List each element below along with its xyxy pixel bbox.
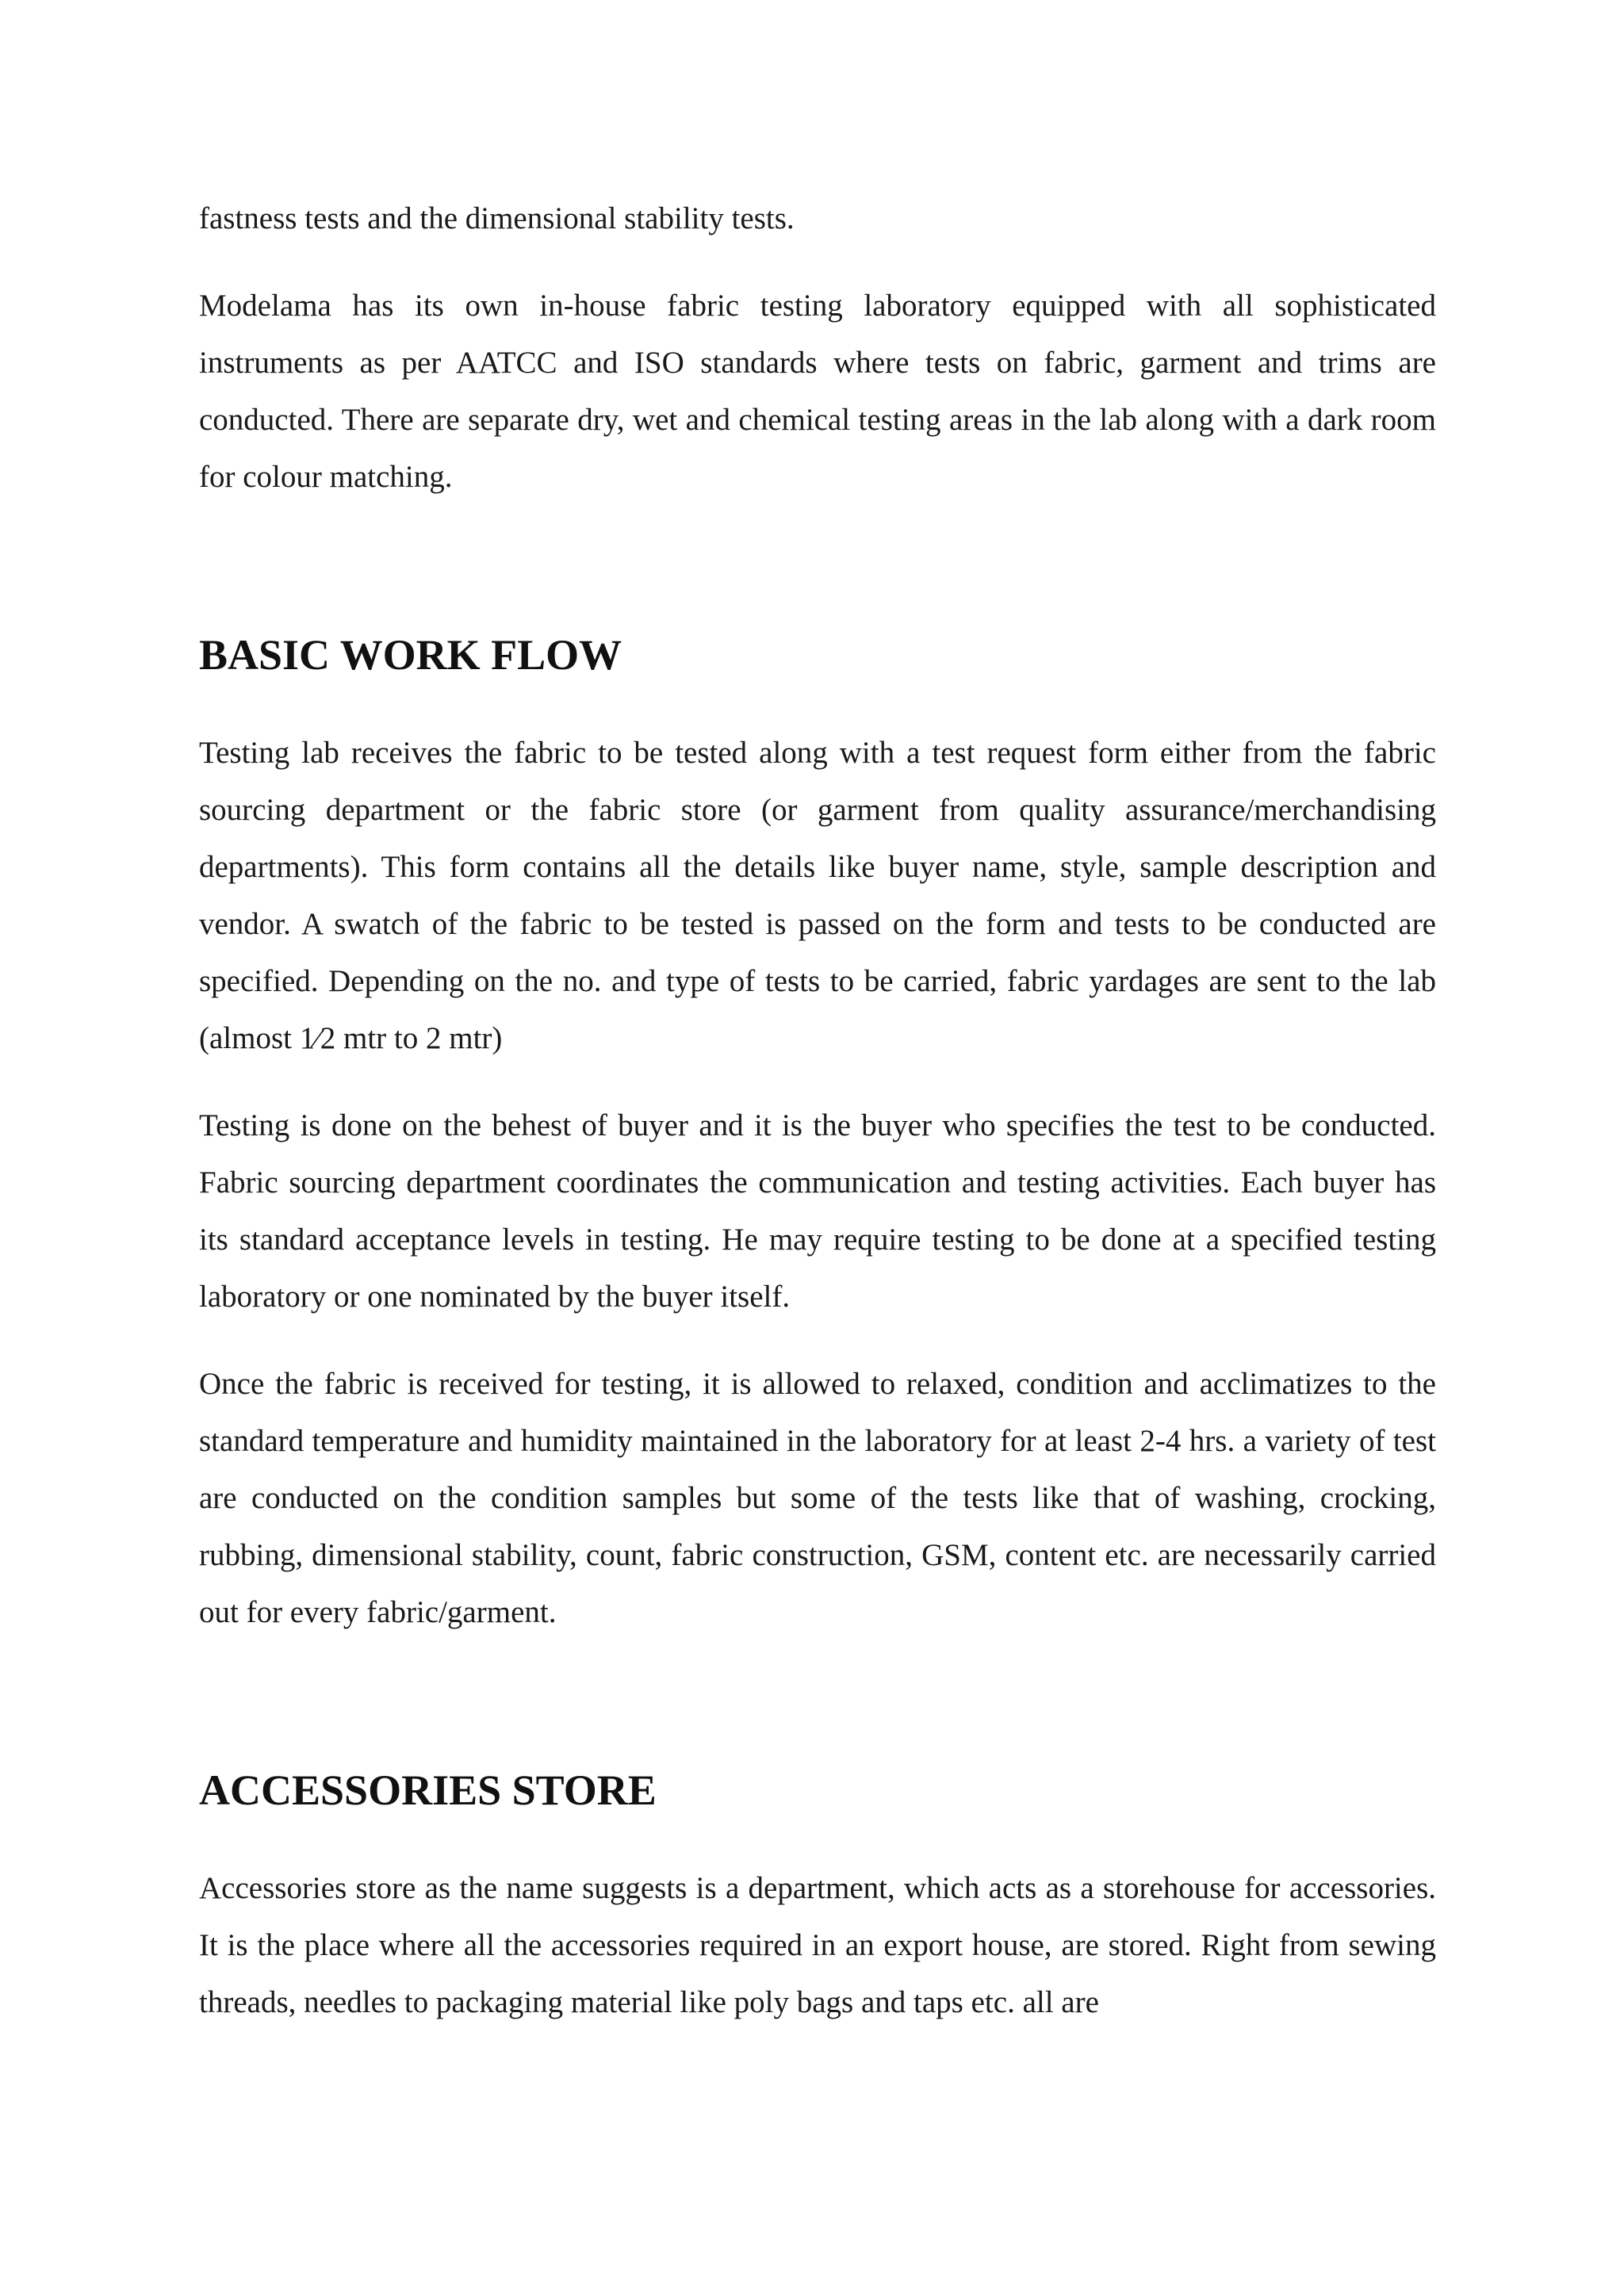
section-paragraph: Testing lab receives the fabric to be tested along with a test request form either from the fabric sourcing department or the fabric store (or garment from quality assurance/merchandising departments). This form contains all the details like buyer name, style, sample description and vendor. A swatch of the fabric to be tested is passed on the form and tests to be conducted are specified. Depending on the no. and type of tests to be carried, fabric yardages are sent to the lab (almost 1⁄2 mtr to 2 mtr) xyxy=(199,736,1436,1055)
document-body xyxy=(199,190,1436,2031)
intro-paragraph: Modelama has its own in-house fabric testing laboratory equipped with all sophisticated instruments as per AATCC and ISO standards where tests on fabric, garment and trims are conducted. There are separate dry, wet and chemical testing areas in the lab along with a dark room for colour matching. xyxy=(199,289,1436,494)
intro-fragment: fastness tests and the dimensional stability tests. xyxy=(199,201,795,235)
section-heading: ACCESSORIES STORE xyxy=(199,1766,657,1814)
section-paragraph: Once the fabric is received for testing, it is allowed to relaxed, condition and acclimatizes to the standard temperature and humidity maintained in the laboratory for at least 2-4 hrs. a variety of test are conducted on the condition samples but some of the tests like that of washing, crocking, rubbing, dimensional stability, count, fabric construction, GSM, content etc. are necessarily carried out for every fabric/garment. xyxy=(199,1367,1436,1629)
section-accessories-store xyxy=(199,1758,1436,2031)
section-paragraph: Accessories store as the name suggests is a department, which acts as a storehouse for accessories. It is the place where all the accessories required in an export house, are stored. Right from sewing threads, needles to packaging material like poly bags and taps etc. all are xyxy=(199,1871,1436,2019)
section-paragraph: Testing is done on the behest of buyer and it is the buyer who specifies the test to be conducted. Fabric sourcing department coordinates the communication and testing activities. Each buyer has its standard acceptance levels in testing. He may require testing to be done at a specified testing laboratory or one nominated by the buyer itself. xyxy=(199,1108,1436,1314)
section-heading: BASIC WORK FLOW xyxy=(199,631,622,679)
section-basic-work-flow xyxy=(199,623,1436,1641)
